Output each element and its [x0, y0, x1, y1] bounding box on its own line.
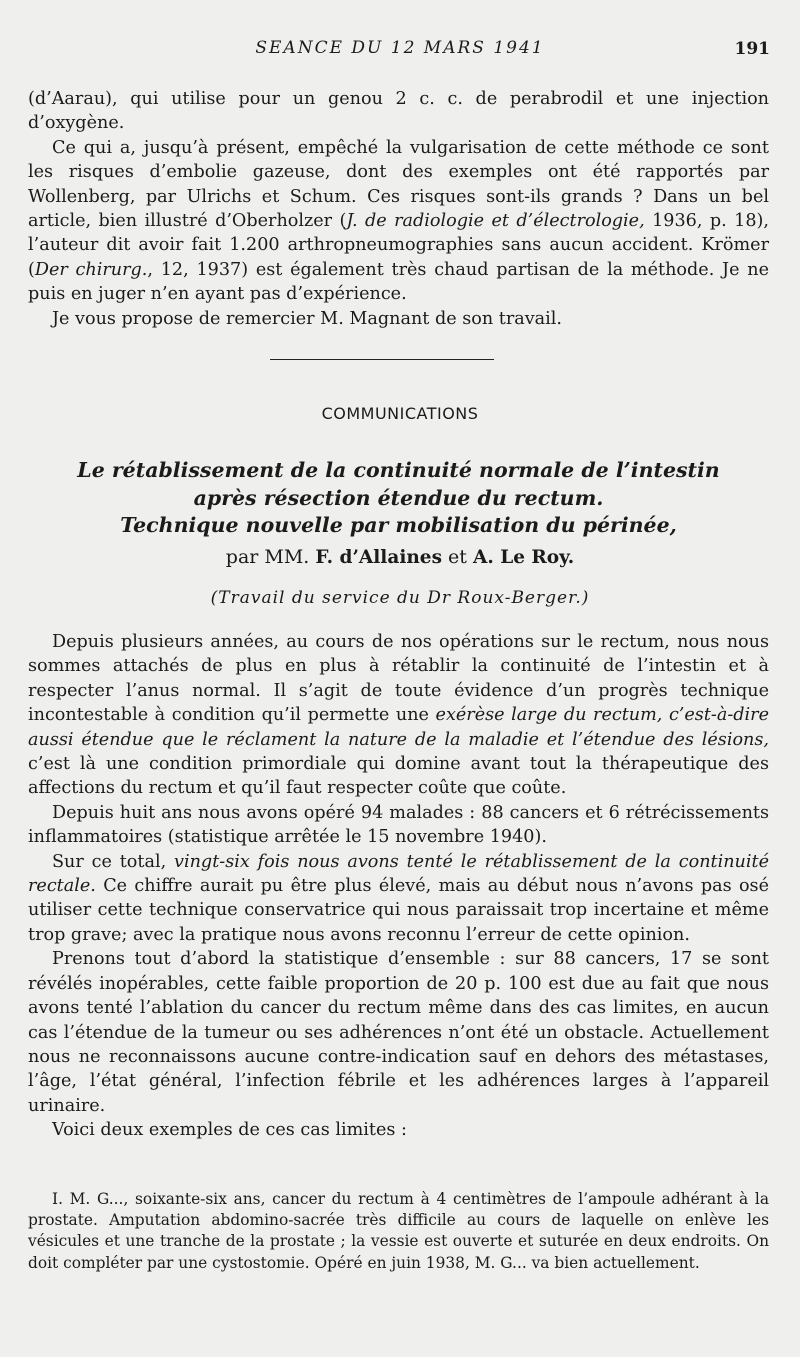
running-title: SEANCE DU 12 MARS 1941 [255, 38, 545, 58]
italic-text: J. de radiologie et d’électrologie, [346, 211, 645, 232]
paragraph [28, 630, 769, 801]
paragraph [28, 947, 769, 1118]
case-report-text: I. M. G..., soixante-six ans, cancer du rectum à 4 centimètres de l’ampoule adhérant à la prostate. Amputation abdomino-sacrée très difficile au cours de laquelle on enlève les vésicules et une tranche de la prostate ; la vessie est ouverte et suturée en deux endroits. On doit compléter par une cystostomie. Opéré en juin 1938, M. G... va bien actuellement. [28, 1190, 769, 1272]
text-run: Depuis plusieurs années, au cours de nos opérations sur le rectum, nous nous sommes attachés de plus en plus à rétablir la continuité de l’intestin et à respecter l’anus normal. Il s’agit de toute évidence d’un progrès technique incontestable à condition qu’il permette une [28, 632, 769, 726]
paragraph [28, 850, 769, 948]
italic-text: Der chirurg. [34, 259, 148, 280]
text-run: (d’Aarau), qui utilise pour un genou 2 c. c. de perabrodil et une injection d’oxygène. [28, 89, 769, 134]
author-name: A. Le Roy. [472, 547, 575, 568]
paragraph [28, 87, 769, 136]
text-run: , 12, 1937) est également très chaud partisan de la méthode. Je ne puis en juger n’en ayant pas d’expérience. [28, 259, 769, 305]
paragraph [28, 801, 769, 850]
author-name: F. d’Allaines [315, 547, 442, 568]
italic-text: vingt-six fois nous avons tenté le rétablissement de la continuité rectale. [28, 851, 770, 897]
title-line: Technique nouvelle par mobilisation du périnée, [120, 513, 677, 537]
text-run: 1936, p. 18), l’auteur dit avoir fait 1.200 arthropneumographies sans aucun accident. Krömer ( [28, 211, 769, 280]
article-title [28, 457, 769, 540]
text-run: Ce chiffre aurait pu être plus élevé, mais au début nous n’avons pas osé utiliser cette technique conservatrice qui nous paraissait trop incertaine et même trop grave; avec la pratique nous avons reconnu l’erreur de cette opinion. [28, 876, 769, 945]
byline-prefix: par MM. [225, 546, 310, 568]
paragraph [28, 136, 769, 307]
page-number: 191 [734, 39, 770, 59]
text-run: Ce qui a, jusqu’à présent, empêché la vulgarisation de cette méthode ce sont les risques d’embolie gazeuse, dont des exemples ont été rapportés par Wollenberg, par Ulrichs et Schum. Ces risques sont-ils grands ? Dans un bel article, bien illustré d’Oberholzer ( [28, 137, 769, 232]
section-heading: COMMUNICATIONS [321, 404, 479, 423]
text-run: c’est là une condition primordiale qui domine avant tout la thérapeutique des affections du rectum et qu’il faut respecter coûte que coûte. [28, 754, 769, 799]
text-run: Prenons tout d’abord la statistique d’ensemble : sur 88 cancers, 17 se sont révélés inopérables, cette faible proportion de 20 p. 100 est due au fait que nous avons tenté l’ablation du cancer du rectum même dans des cas limites, en aucun cas l’étendue de la tumeur ou ses adhérences n’ont été un obstacle. Actuellement nous ne reconnaissons aucune contre-indication sauf en dehors des métastases, l’âge, l’état général, l’infection fébrile et les adhérences larges à l’appareil urinaire. [28, 949, 769, 1116]
page-header [0, 38, 800, 64]
paragraph [28, 307, 769, 331]
title-line: après résection étendue du rectum. [193, 485, 604, 510]
case-report [28, 1189, 769, 1274]
italic-text: exérèse large du rectum, c’est-à-dire aussi étendue que le réclament la nature de la maladie et l’étendue des lésions, [28, 705, 769, 750]
text-run: Voici deux exemples de ces cas limites : [52, 1120, 407, 1141]
article-body [28, 630, 769, 1143]
text-run: Depuis huit ans nous avons opéré 94 malades : 88 cancers et 6 rétrécissements inflammatoires (statistique arrêtée le 15 novembre 1940). [28, 802, 769, 848]
section-divider [270, 359, 494, 360]
title-line: Le rétablissement de la continuité normale de l’intestin [77, 458, 720, 482]
affiliation-note: (Travail du service du Dr Roux-Berger.) [210, 588, 590, 608]
byline-conjunction: et [448, 546, 467, 568]
paragraph [28, 1118, 769, 1142]
intro-text [28, 87, 769, 331]
text-run: Sur ce total, [52, 851, 175, 872]
author-byline [0, 546, 800, 568]
text-run: Je vous propose de remercier M. Magnant de son travail. [52, 308, 563, 329]
